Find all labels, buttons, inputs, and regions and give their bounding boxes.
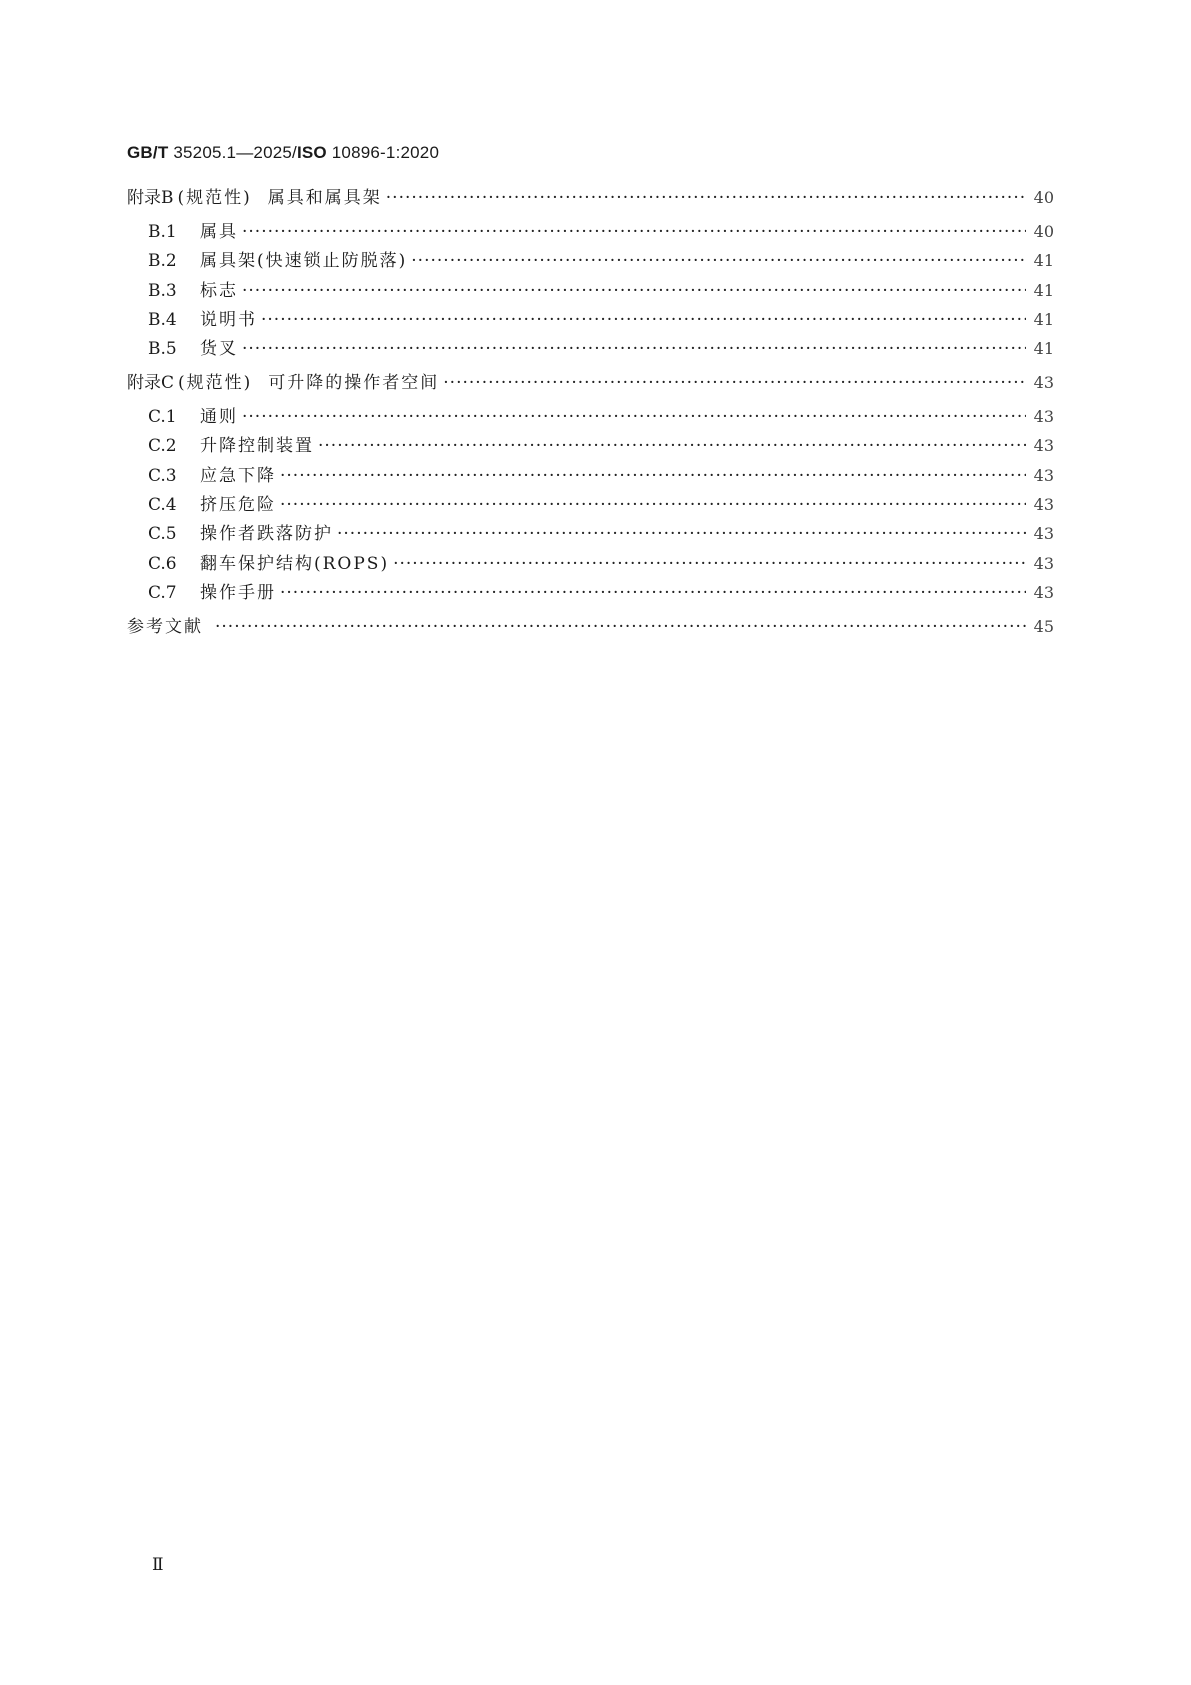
toc-entry-number: C.1: [148, 407, 177, 427]
toc-page-number: 45: [1033, 617, 1054, 636]
toc-entry-b4[interactable]: [148, 305, 1054, 329]
toc-leader-dots: [261, 310, 1026, 330]
toc-leader-dots: [280, 495, 1026, 515]
toc-entry-title: 属具: [200, 222, 238, 242]
toc-entry-title: 操作手册: [200, 583, 276, 603]
toc-page-number: 43: [1033, 436, 1054, 455]
toc-entry-c6[interactable]: [148, 549, 1054, 573]
toc-entry-number: B.2: [148, 251, 177, 271]
toc-entry-c4[interactable]: [148, 490, 1054, 514]
iso-number: 10896-1:2020: [331, 143, 440, 162]
toc-entry-number: 附录B: [127, 188, 174, 208]
toc-leader-dots: [280, 583, 1026, 603]
toc-entry-b2[interactable]: [148, 246, 1054, 270]
toc-entry-title: 标志: [200, 281, 238, 301]
toc-entry-c5[interactable]: [148, 519, 1054, 543]
toc-entry-c3[interactable]: [148, 461, 1054, 485]
toc-entry-title: 应急下降: [200, 466, 276, 486]
toc-entry-number: B.3: [148, 281, 177, 301]
toc-page-number: 40: [1033, 222, 1054, 241]
toc-entry-c2[interactable]: [148, 431, 1054, 455]
toc-leader-dots: [393, 554, 1026, 574]
toc-entry-qualifier: (规范性): [177, 188, 252, 208]
toc-entry-b3[interactable]: [148, 276, 1054, 300]
toc-entry-title: 属具架(快速锁止防脱落): [200, 251, 408, 271]
toc-entry-title: 升降控制装置: [200, 436, 314, 456]
toc-entry-number: C.4: [148, 495, 177, 515]
toc-entry-number: 附录C: [127, 373, 175, 393]
toc-entry-number: C.7: [148, 583, 177, 603]
toc-entry-title: 翻车保护结构(ROPS): [200, 554, 390, 574]
toc-leader-dots: [280, 466, 1026, 486]
iso-prefix: ISO: [296, 143, 327, 162]
toc-entry-bibliography[interactable]: [127, 612, 1054, 636]
toc-entry-title: 货叉: [200, 339, 238, 359]
toc-page-number: 43: [1033, 466, 1054, 485]
toc-entry-title: 操作者跌落防护: [200, 524, 333, 544]
standard-code: GB/T: [127, 143, 169, 162]
toc-entry-number: C.6: [148, 554, 177, 574]
toc-entry-number: C.5: [148, 524, 177, 544]
toc-entry-c1[interactable]: [148, 402, 1054, 426]
toc-entry-qualifier: (规范性): [178, 373, 253, 393]
toc-leader-dots: [242, 222, 1026, 242]
toc-leader-dots: [242, 339, 1026, 359]
toc-page-number: 43: [1033, 495, 1054, 514]
toc-entry-title: 属具和属具架: [267, 188, 382, 208]
toc-leader-dots: [443, 373, 1026, 393]
toc-entry-title: 参考文献: [127, 617, 203, 637]
toc-leader-dots: [337, 524, 1026, 544]
toc-entry-title: 可升降的操作者空间: [268, 373, 440, 393]
toc-entry-number: B.4: [148, 310, 177, 330]
toc-page-number: 43: [1033, 524, 1054, 543]
toc-entry-title: 挤压危险: [200, 495, 276, 515]
toc-leader-dots: [318, 436, 1026, 456]
toc-page-number: 43: [1033, 583, 1054, 602]
toc-entry-number: C.2: [148, 436, 177, 456]
toc-leader-dots: [242, 281, 1026, 301]
toc-entry-number: B.1: [148, 222, 177, 242]
toc-page-number: 41: [1033, 281, 1054, 300]
toc-page-number: 43: [1033, 407, 1054, 426]
toc-entry-title: 通则: [200, 407, 238, 427]
standard-number: 35205.1—2025/: [173, 143, 297, 162]
toc-entry-number: B.5: [148, 339, 177, 359]
toc-page-number: 41: [1033, 310, 1054, 329]
toc-entry-title: 说明书: [200, 310, 257, 330]
toc-leader-dots: [215, 617, 1026, 637]
toc-entry-c7[interactable]: [148, 578, 1054, 602]
toc-entry-number: C.3: [148, 466, 177, 486]
toc-page-number: 43: [1033, 554, 1054, 573]
toc-entry-annex-b[interactable]: [127, 183, 1054, 207]
page-number: Ⅱ: [152, 1555, 163, 1575]
toc-leader-dots: [386, 188, 1026, 208]
toc-page-number: 40: [1033, 188, 1054, 207]
toc-entry-b1[interactable]: [148, 217, 1054, 241]
toc-page-number: 43: [1033, 373, 1054, 392]
toc-leader-dots: [242, 407, 1026, 427]
toc-page-number: 41: [1033, 339, 1054, 358]
toc-leader-dots: [411, 251, 1026, 271]
toc-page-number: 41: [1033, 251, 1054, 270]
toc-entry-annex-c[interactable]: [127, 368, 1054, 392]
toc-entry-b5[interactable]: [148, 334, 1054, 358]
